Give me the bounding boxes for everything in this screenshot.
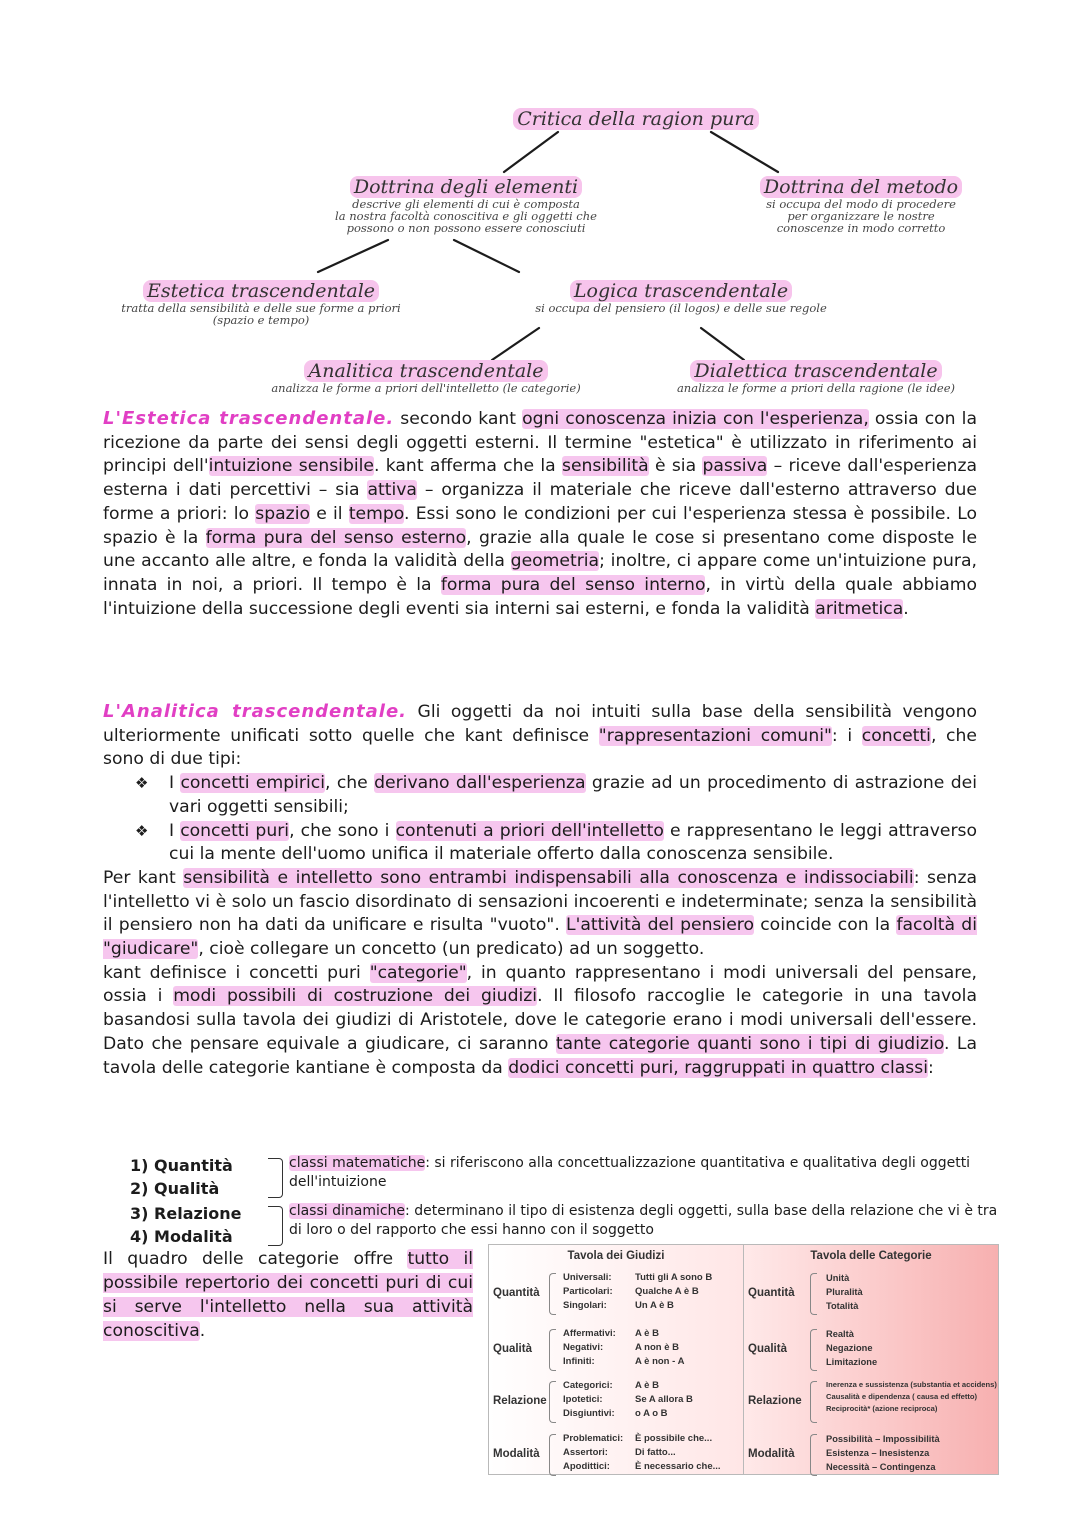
table-group (744, 1267, 998, 1319)
highlight: geometria (510, 551, 600, 572)
table-row (826, 1341, 877, 1355)
text: . (903, 598, 909, 619)
table-row (826, 1379, 997, 1391)
text: . La tavola delle categorie kantiane è composta da (103, 1033, 977, 1078)
index: 3) (130, 1204, 149, 1223)
judgment-example: A non è B (635, 1342, 679, 1353)
table-row (563, 1327, 684, 1341)
group-name: Modalità (748, 1448, 795, 1460)
judgment-type: Assertori: (563, 1447, 608, 1458)
text: , grazie alla quale le cose si presentano come disposte le une accanto alle altre, e fonda la validità della (103, 527, 978, 572)
highlight: facoltà di "giudicare" (103, 915, 977, 960)
group-brace (549, 1329, 556, 1371)
text: Gli oggetti da noi intuiti sulla base della sensibilità vengono ulteriormente unificati sotto quelle che kant definisce (103, 702, 977, 746)
highlight: contenuti a priori dell'intelletto (395, 820, 664, 841)
class-relazione: Relazione (154, 1204, 242, 1223)
dialettica-desc: analizza le forme a priori della ragione (le idee) (676, 381, 956, 395)
brace (268, 1206, 283, 1246)
judgment-example: Un A è B (635, 1300, 674, 1311)
list-item (103, 820, 977, 867)
class-modalita: Modalità (154, 1227, 233, 1246)
text: grazie ad un procedimento di astrazione dei vari oggetti sensibili; (169, 773, 978, 817)
group-brace (549, 1434, 556, 1476)
judgment-example: Qualche A è B (635, 1286, 699, 1297)
table-row (563, 1355, 684, 1369)
table-row (563, 1341, 684, 1355)
text: – organizza il materiale che riceve dall'esterno attraverso due forme a priori: lo (103, 480, 977, 524)
highlight: tempo (348, 503, 404, 524)
dottrina-elementi-desc-2: la nostra facoltà conoscitiva e gli oggetti che (335, 209, 597, 223)
line-logica-dialettica (701, 328, 744, 360)
highlight: spazio (255, 503, 310, 524)
text: Il quadro delle categorie offre (103, 1249, 408, 1269)
table-row (826, 1432, 940, 1446)
text: , cioè collegare un concetto (un predicato) ad un soggetto. (198, 939, 705, 960)
table-group (744, 1375, 998, 1427)
dottrina-elementi-desc-3: possono o non possono essere conosciuti (346, 221, 586, 235)
table-row (826, 1327, 877, 1341)
highlight: intuizione sensibile (208, 456, 374, 477)
dottrina-metodo-desc-2: per organizzare le nostre (787, 209, 935, 223)
category-item: Negazione (826, 1343, 873, 1353)
line-elementi-logica (454, 240, 519, 272)
group-name: Quantità (748, 1287, 795, 1299)
table-row (563, 1299, 712, 1313)
highlight: "categorie" (369, 962, 467, 983)
judgment-type: Negativi: (563, 1342, 604, 1353)
judgment-type: Ipotetici: (563, 1394, 603, 1405)
table-row (563, 1460, 721, 1474)
classes-dyn (130, 1202, 1010, 1248)
text: : i (831, 725, 862, 746)
giudizi-title: Tavola dei Giudizi (567, 1250, 665, 1262)
list-item (103, 772, 977, 819)
concept-map (96, 88, 986, 398)
class-qualita: Qualità (154, 1179, 220, 1198)
table-row (563, 1379, 693, 1393)
analitica-desc: analizza le forme a priori dell'intelletto (le categorie) (271, 381, 581, 395)
group-brace (810, 1381, 817, 1423)
text: : senza l'intelletto vi è solo un fascio disordinato di sensazioni incoerenti e indeterminate; senza la sensibilità il pensiero non ha dati da unificare e risulta "vuoto". (103, 867, 978, 936)
map-logica (496, 280, 866, 314)
dialettica-title: Dialettica trascendentale (690, 360, 941, 382)
line-logica-analitica (492, 328, 539, 360)
table-row (563, 1407, 693, 1421)
text: Per kant (103, 867, 184, 888)
highlight: forma pura del senso esterno (205, 527, 467, 548)
table-row (826, 1355, 877, 1369)
judgment-type: Particolari: (563, 1286, 613, 1297)
logica-desc: si occupa del pensiero (il logos) e delle sue regole (535, 301, 827, 315)
judgment-example: È possibile che... (635, 1433, 713, 1444)
estetica-title: Estetica trascendentale (143, 280, 379, 302)
logica-title: Logica trascendentale (570, 280, 792, 302)
text: secondo kant (394, 409, 523, 429)
text: ; inoltre, ci appare come un'intuizione pura, innata in noi, a priori. Il tempo è la (103, 551, 977, 595)
estetica-desc-2: (spazio e tempo) (212, 313, 310, 327)
judgment-type: Problematici: (563, 1433, 624, 1444)
judgment-type: Affermativi: (563, 1328, 616, 1339)
group-brace (810, 1273, 817, 1315)
analitica-heading: L'Analitica trascendentale. (103, 701, 408, 722)
map-root-title: Critica della ragion pura (513, 108, 759, 130)
table-row (563, 1271, 712, 1285)
highlight: sensibilità e intelletto sono entrambi indispensabili alla conoscenza e indissociabili (183, 867, 914, 888)
group-items (563, 1271, 712, 1313)
estetica-desc-1: tratta della sensibilità e delle sue forme a priori (121, 301, 401, 315)
index: 1) (130, 1156, 149, 1175)
table-row (563, 1285, 712, 1299)
map-root (476, 108, 796, 130)
judgment-example: o A o B (635, 1408, 668, 1419)
judgment-type: Apodittici: (563, 1461, 610, 1472)
highlight: concetti puri (180, 820, 290, 841)
text: . (199, 1321, 206, 1341)
index: 4) (130, 1227, 149, 1246)
group-brace (549, 1273, 556, 1315)
judgment-example: A è B (635, 1328, 659, 1339)
highlight: forma pura del senso interno (440, 574, 706, 595)
dottrina-metodo-desc-3: conoscenze in modo corretto (776, 221, 946, 235)
text: I (169, 820, 181, 841)
text: , in virtù della quale abbiamo l'intuizione della successione degli eventi sia interni sai esterni, e fonda la validità (103, 574, 978, 619)
table-group (489, 1323, 743, 1375)
classes-math (130, 1154, 1010, 1200)
judgment-type: Universali: (563, 1272, 612, 1283)
text: è sia (648, 456, 703, 477)
table-group (744, 1428, 998, 1480)
text: . Essi sono le condizioni per cui l'esperienza stessa è possibile. Lo spazio è la (103, 503, 977, 548)
analitica-paragraph (103, 700, 977, 1080)
table-group (489, 1428, 743, 1480)
table-row (826, 1446, 940, 1460)
concept-types-list (103, 772, 977, 867)
category-item: Limitazione (826, 1357, 878, 1367)
category-item: Pluralità (826, 1287, 863, 1297)
text: kant definisce i concetti puri (103, 962, 370, 983)
map-estetica (96, 280, 426, 326)
group-name: Quantità (493, 1287, 540, 1299)
table-row (826, 1460, 940, 1474)
group-brace (810, 1329, 817, 1371)
table-row (563, 1393, 693, 1407)
category-item: Possibilità – Impossibilità (826, 1434, 940, 1444)
highlight: modi possibili di costruzione dei giudizi (173, 986, 538, 1007)
table-row (563, 1432, 721, 1446)
group-items (826, 1327, 877, 1369)
analitica-title: Analitica trascendentale (304, 360, 547, 382)
category-item: Totalità (826, 1301, 859, 1311)
group-items (826, 1379, 997, 1415)
line-root-metodo (711, 132, 778, 172)
table-row (826, 1403, 997, 1415)
line-root-elementi (504, 132, 558, 172)
table-row (826, 1299, 863, 1313)
group-name: Relazione (748, 1395, 802, 1407)
category-item: Necessità – Contingenza (826, 1462, 936, 1472)
group-name: Relazione (493, 1395, 547, 1407)
judgment-example: A è B (635, 1380, 659, 1391)
highlight: attiva (367, 480, 417, 501)
table-group (489, 1375, 743, 1427)
category-item: Unità (826, 1273, 850, 1283)
judgment-example: Di fatto... (635, 1447, 676, 1458)
judgment-type: Disgiuntivi: (563, 1408, 615, 1419)
text: . kant afferma che la (373, 456, 562, 477)
index: 2) (130, 1179, 149, 1198)
table-row (826, 1391, 997, 1403)
quadro-paragraph (103, 1247, 473, 1343)
highlight: sensibilità (562, 456, 649, 477)
highlight: tutto il possibile repertorio dei concetti puri di cui si serve l'intelletto nella sua attività conoscitiva (103, 1249, 474, 1341)
dottrina-metodo-desc-1: si occupa del modo di procedere (766, 197, 956, 211)
text: – riceve dall'esperienza esterna i dati percettivi – sia (103, 456, 977, 501)
group-items (563, 1432, 721, 1474)
map-dottrina-metodo (736, 176, 986, 234)
group-brace (810, 1434, 817, 1476)
dottrina-elementi-title: Dottrina degli elementi (350, 176, 582, 198)
category-item: Esistenza – Inesistenza (826, 1448, 930, 1458)
map-analitica (236, 360, 616, 394)
class-quantita: Quantità (154, 1156, 233, 1175)
group-items (563, 1379, 693, 1421)
judgment-type: Infiniti: (563, 1356, 595, 1367)
dottrina-metodo-title: Dottrina del metodo (760, 176, 962, 198)
highlight: derivano dall'esperienza (374, 773, 586, 794)
line-elementi-estetica (318, 240, 388, 272)
highlight: passiva (702, 456, 768, 477)
text: : determinano il tipo di esistenza degli oggetti, sulla base della relazione che vi è tra di loro o del rapporto che essi hanno con il soggetto (289, 1203, 998, 1238)
group-items (826, 1432, 940, 1474)
judgment-example: Tutti gli A sono B (635, 1272, 713, 1283)
text: , che (325, 773, 375, 794)
text: , che sono i (289, 820, 396, 841)
highlight: tante categorie quanti sono i tipi di giudizio (555, 1033, 944, 1054)
dottrina-elementi-desc-1: descrive gli elementi di cui è composta (352, 197, 580, 211)
category-item: Inerenza e sussistenza (substantia et accidens) (826, 1380, 997, 1389)
classes-list (130, 1154, 1010, 1248)
highlight: "rappresentazioni comuni" (598, 725, 832, 746)
table-row (563, 1446, 721, 1460)
text: coincide con la (753, 915, 897, 936)
categorie-table (744, 1245, 998, 1474)
text: , in quanto rappresentano i modi universali del pensare, ossia i (103, 962, 977, 1007)
judgment-type: Singolari: (563, 1300, 607, 1311)
text: : si riferiscono alla concettualizzazione quantitativa e qualitativa degli oggetti dell'intuizione (289, 1155, 971, 1190)
highlight: dodici concetti puri, raggruppati in quattro classi (508, 1057, 928, 1078)
group-items (563, 1327, 684, 1369)
table-group (489, 1267, 743, 1319)
judgment-type: Categorici: (563, 1380, 613, 1391)
group-brace (549, 1381, 556, 1423)
group-name: Qualità (748, 1343, 787, 1355)
estetica-heading: L'Estetica trascendentale. (103, 408, 395, 429)
group-name: Modalità (493, 1448, 540, 1460)
categorie-title: Tavola delle Categorie (810, 1250, 932, 1262)
brace (268, 1158, 283, 1198)
text: ossia con la ricezione da parte dei sensi degli oggetti esterni. Il termine "estetica" è utilizzato in riferimento ai principi dell' (103, 409, 977, 477)
highlight: L'attività del pensiero (566, 915, 754, 936)
text: , che sono di due tipi: (103, 725, 977, 770)
highlight: classi dinamiche (289, 1203, 406, 1219)
table-group (744, 1323, 998, 1375)
category-item: Causalità e dipendenza ( causa ed effetto) (826, 1392, 978, 1401)
judgment-example: A è non - A (635, 1356, 685, 1367)
highlight: ogni conoscenza inizia con l'esperienza, (522, 409, 869, 429)
estetica-paragraph (103, 407, 977, 621)
text: I (169, 773, 181, 794)
highlight: classi matematiche (289, 1155, 426, 1171)
table-row (826, 1285, 863, 1299)
highlight: aritmetica (815, 598, 904, 619)
judgment-example: È necessario che... (635, 1461, 721, 1472)
group-items (826, 1271, 863, 1313)
giudizi-table (489, 1245, 744, 1474)
judgment-example: Se A allora B (635, 1394, 693, 1405)
tables-figure (488, 1244, 999, 1475)
text: e il (310, 503, 349, 524)
text: . Il filosofo raccoglie le categorie in una tavola basandosi sulla tavola dei giudizi di Aristotele, dove le categorie erano i modi universali dell'essere. Dato che pensare equivale a giudicare, ci saranno (103, 986, 977, 1054)
highlight: concetti (861, 725, 931, 746)
text: e rappresentano le leggi attraverso cui la mente dell'uomo unifica il materiale offerto dalla conoscenza sensibile. (169, 820, 977, 865)
table-row (826, 1271, 863, 1285)
map-dialettica (646, 360, 986, 394)
highlight: concetti empirici (180, 773, 326, 794)
map-dottrina-elementi (296, 176, 636, 234)
category-item: Reciprocità* (azione reciproca) (826, 1404, 938, 1413)
category-item: Realtà (826, 1329, 854, 1339)
text: : (927, 1057, 934, 1078)
group-name: Qualità (493, 1343, 532, 1355)
concept-map-lines (96, 88, 986, 398)
